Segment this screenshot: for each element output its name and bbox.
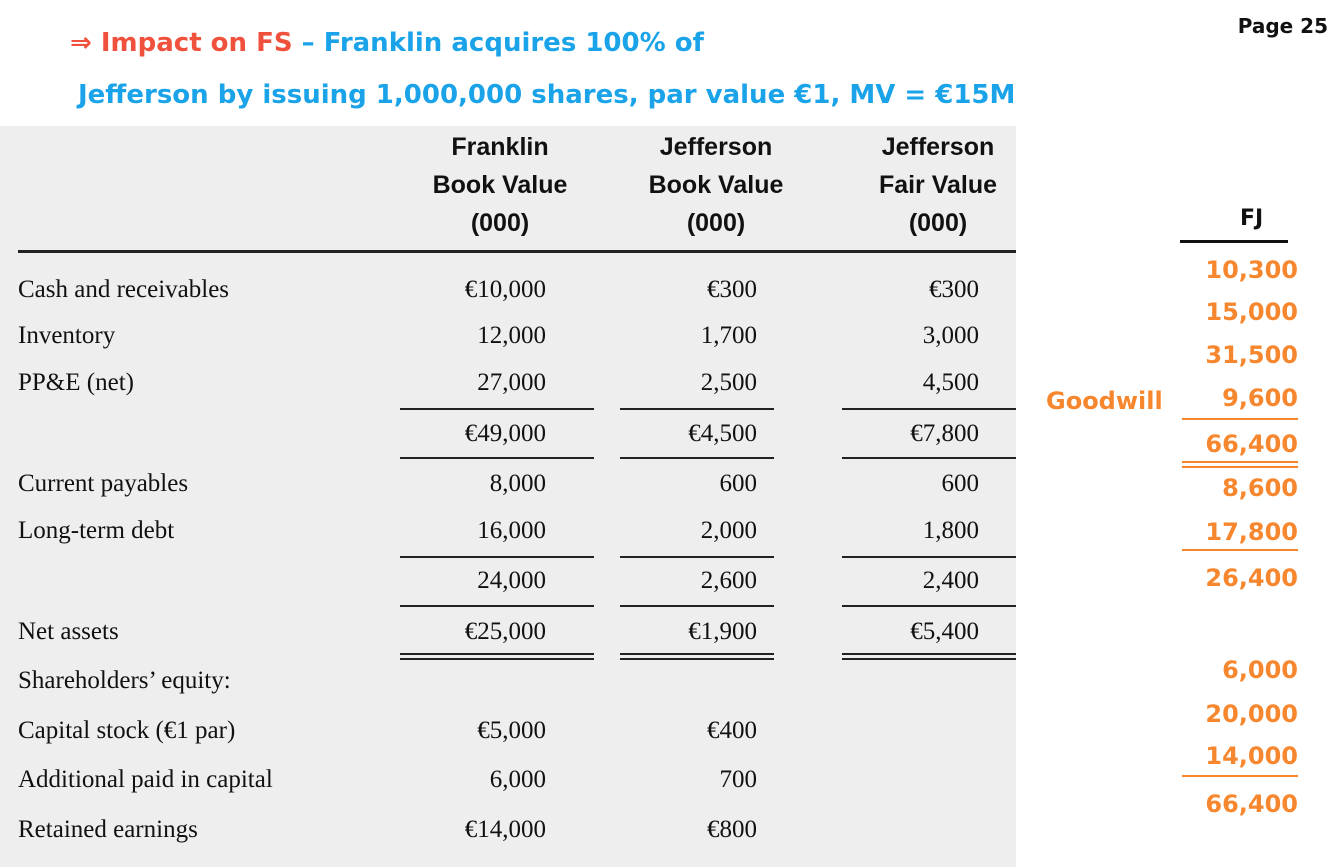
cell-value: 8,000 bbox=[489, 470, 546, 497]
cell-value: 1,700 bbox=[700, 322, 757, 349]
page-number: Page 25 bbox=[1237, 14, 1328, 38]
cell-value: 6,000 bbox=[489, 766, 546, 793]
subtotal-rule bbox=[620, 556, 774, 558]
fj-double-rule bbox=[1182, 461, 1298, 463]
header-rule bbox=[18, 250, 1016, 253]
goodwill-label: Goodwill bbox=[1046, 387, 1163, 415]
col-header-line: Jefferson bbox=[881, 133, 995, 161]
row-label: Capital stock (€1 par) bbox=[18, 717, 236, 744]
cell-value: €1,900 bbox=[688, 618, 757, 645]
cell-value: €4,500 bbox=[688, 420, 757, 447]
double-rule bbox=[620, 653, 774, 655]
subtotal-rule bbox=[842, 457, 1016, 459]
col-header-jefferson-book bbox=[616, 128, 816, 242]
subtotal-rule bbox=[400, 556, 594, 558]
col-header-line: Franklin bbox=[451, 133, 549, 161]
double-rule bbox=[842, 653, 1016, 655]
subtotal-rule bbox=[400, 408, 594, 410]
row-label: Long-term debt bbox=[18, 517, 175, 544]
fj-value: 6,000 bbox=[1222, 656, 1298, 684]
subtotal-rule bbox=[620, 605, 774, 607]
fj-rule bbox=[1182, 418, 1298, 420]
fj-value: 31,500 bbox=[1205, 341, 1298, 369]
cell-value: 27,000 bbox=[477, 369, 546, 396]
heading-line-2: Jefferson by issuing 1,000,000 shares, par value €1, MV = €15M bbox=[78, 80, 1016, 110]
cell-value: €400 bbox=[707, 717, 757, 744]
fj-value: 20,000 bbox=[1205, 700, 1298, 728]
cell-value: €5,400 bbox=[910, 618, 979, 645]
cell-value: €25,000 bbox=[464, 618, 546, 645]
fj-rule bbox=[1182, 775, 1298, 777]
row-label: Inventory bbox=[18, 322, 116, 349]
row-label: Cash and receivables bbox=[18, 276, 230, 303]
fj-value: 8,600 bbox=[1222, 474, 1298, 502]
subtotal-rule bbox=[842, 605, 1016, 607]
cell-value: 12,000 bbox=[477, 322, 546, 349]
cell-value: €7,800 bbox=[910, 420, 979, 447]
cell-value: €800 bbox=[707, 816, 757, 843]
row-label: Current payables bbox=[18, 470, 189, 497]
subtotal-rule bbox=[620, 457, 774, 459]
subtotal-rule bbox=[842, 408, 1016, 410]
cell-value: 24,000 bbox=[477, 567, 546, 594]
heading-dash: – bbox=[301, 28, 315, 58]
fj-rule bbox=[1182, 549, 1298, 551]
col-header-line: Jefferson bbox=[659, 133, 773, 161]
fj-value: 66,400 bbox=[1205, 790, 1298, 818]
fj-value: 10,300 bbox=[1205, 256, 1298, 284]
cell-value: €49,000 bbox=[464, 420, 546, 447]
col-header-jefferson-fair bbox=[838, 128, 1038, 242]
cell-value: 4,500 bbox=[922, 369, 979, 396]
fj-value: 14,000 bbox=[1205, 742, 1298, 770]
cell-value: 600 bbox=[941, 470, 979, 497]
heading-impact: Impact on FS bbox=[100, 28, 293, 58]
cell-value: 600 bbox=[719, 470, 757, 497]
col-header-line: (000) bbox=[470, 209, 530, 237]
subtotal-rule bbox=[620, 408, 774, 410]
col-header-franklin-book bbox=[400, 128, 600, 242]
cell-value: 1,800 bbox=[922, 517, 979, 544]
cell-value: €14,000 bbox=[464, 816, 546, 843]
row-label: PP&E (net) bbox=[18, 369, 134, 396]
col-header-line: Book Value bbox=[432, 171, 568, 199]
row-label: Net assets bbox=[18, 618, 119, 645]
double-rule bbox=[400, 658, 594, 660]
heading-line-1 bbox=[70, 28, 704, 58]
cell-value: 3,000 bbox=[922, 322, 979, 349]
fj-value: 66,400 bbox=[1205, 430, 1298, 458]
fj-value: 26,400 bbox=[1205, 564, 1298, 592]
fj-value: 17,800 bbox=[1205, 518, 1298, 546]
subtotal-rule bbox=[842, 556, 1016, 558]
cell-value: 2,500 bbox=[700, 369, 757, 396]
col-header-line: (000) bbox=[686, 209, 746, 237]
cell-value: 16,000 bbox=[477, 517, 546, 544]
subtotal-rule bbox=[400, 605, 594, 607]
fj-header: FJ bbox=[1240, 206, 1264, 231]
double-rule bbox=[400, 653, 594, 655]
cell-value: €5,000 bbox=[477, 717, 546, 744]
cell-value: €300 bbox=[707, 276, 757, 303]
col-header-line: (000) bbox=[908, 209, 968, 237]
cell-value: €10,000 bbox=[464, 276, 546, 303]
cell-value: 2,400 bbox=[922, 567, 979, 594]
double-rule bbox=[842, 658, 1016, 660]
double-rule bbox=[620, 658, 774, 660]
fj-double-rule bbox=[1182, 466, 1298, 468]
cell-value: 2,600 bbox=[700, 567, 757, 594]
subtotal-rule bbox=[400, 457, 594, 459]
arrow-icon: ⇒ bbox=[70, 28, 92, 58]
fj-value: 9,600 bbox=[1222, 384, 1298, 412]
col-header-line: Fair Value bbox=[878, 171, 998, 199]
row-label: Shareholders’ equity: bbox=[18, 667, 231, 694]
fj-header-rule bbox=[1180, 240, 1288, 243]
row-label: Additional paid in capital bbox=[18, 766, 273, 793]
cell-value: 700 bbox=[719, 766, 757, 793]
row-label: Retained earnings bbox=[18, 816, 198, 843]
cell-value: €300 bbox=[929, 276, 979, 303]
fj-value: 15,000 bbox=[1205, 298, 1298, 326]
cell-value: 2,000 bbox=[700, 517, 757, 544]
heading-line1-rest: Franklin acquires 100% of bbox=[323, 28, 704, 58]
col-header-line: Book Value bbox=[648, 171, 784, 199]
